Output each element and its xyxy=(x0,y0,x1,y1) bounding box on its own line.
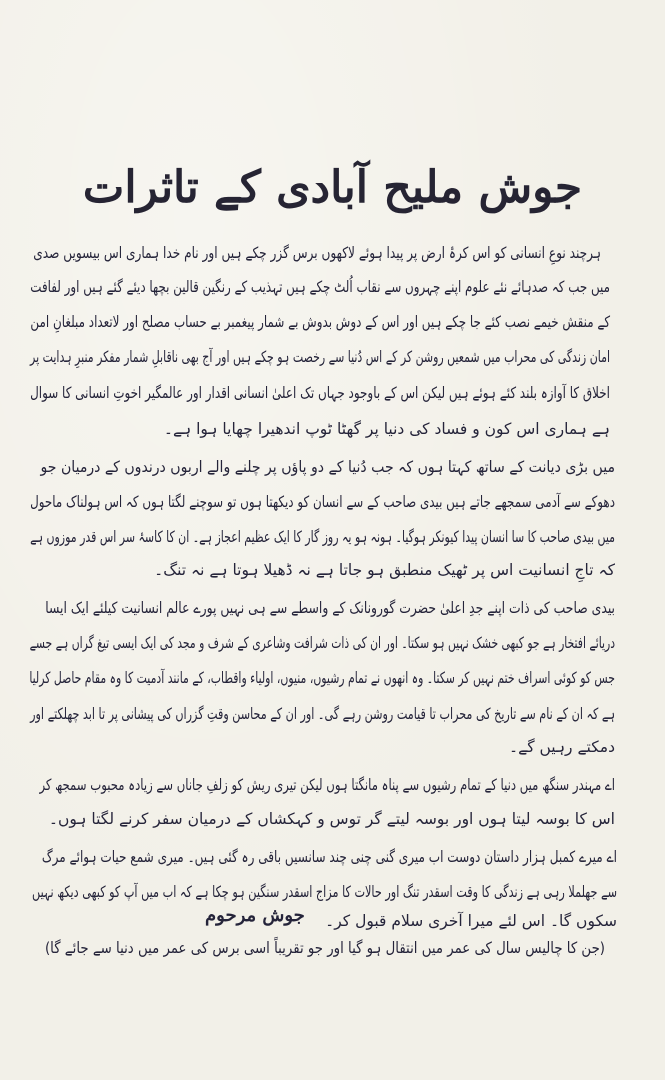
text-line: سکوں گا۔ اس لئے میرا آخری سلام قبول کر۔ xyxy=(325,912,617,930)
text-line: اے میرے کمبل ہزار داستان دوست اب میری گنی چنی چند سانسیں باقی رہ گئی ہیں۔ میری شمع حیات ہوائے مرگ xyxy=(41,848,618,866)
text-line: بیدی صاحب کی ذات اپنے جدِ اعلیٰ حضرت گورونانک کے واسطے سے ہی نہیں پورے عالم انسانیت کیلئے ایک ایسا xyxy=(45,599,616,617)
text-line: دمکتے رہیں گے۔ xyxy=(509,738,615,756)
footnote: (جن کا چالیس سال کی عمر میں انتقال ہو گیا اور جو تقریباً اسی برس کی عمر میں دنیا سے جائے گا) xyxy=(44,939,605,957)
text-line: میں بیدی صاحب کا سا انسان پیدا کیونکر ہوگیا۔ ہونہ ہو یہ روز گار کا ایک عظیم اعجاز ہے۔ ان کا کاسۂ سر اس قدر موزوں ہے xyxy=(30,528,616,546)
text-line: جس کو کوئی اسراف ختم نہیں کر سکتا۔ وہ انھوں نے تمام رشیوں، منیوں، اولیاء واقطاب، کے مانند آدمیت کا وہ مقام حاصل کرلیا xyxy=(29,669,615,687)
text-line: اس کا بوسہ لیتا ہوں اور بوسہ لیتے گر توس و کہکشاں کے درمیان سفر کرنے لگتا ہوں۔ xyxy=(48,810,615,828)
text-line: ہرچند نوعِ انسانی کو اس کرۂ ارض پر پیدا ہوئے لاکھوں برس گزر چکے ہیں اور نام خدا ہماری اس بیسویں صدی xyxy=(33,244,601,262)
signature: جوش مرحوم xyxy=(205,905,305,926)
text-line: ہے کہ ان کے نام سے تاریخ کی محراب تا قیامت روشن رہے گی۔ اور ان کے محاسن وقتِ گزراں کی پیشانی پر تا ابد چھلکتے اور xyxy=(30,705,615,723)
text-line: میں جب کہ صدہائے نئے علوم اپنے چہروں سے نقاب اُلٹ چکے ہیں تہذیب کے رنگین قالین بچھا دیئے گئے ہیں اور لفافت xyxy=(30,278,611,296)
text-line: امان زندگی کی محراب میں شمعیں روشن کر کے اس دُنیا سے رخصت ہو چکے ہیں اور آج بھی ناقابلِ شمار مفکر منبرِ ہدایت پر xyxy=(30,348,611,366)
text-line: اے مہندر سنگھ میں دنیا کے تمام رشیوں سے پناہ مانگتا ہوں لیکن تیری ریش کو زلفِ جاناں سے زیادہ محبوب سمجھ کر xyxy=(39,776,615,794)
text-line: کہ تاجِ انسانیت اس پر ٹھیک منطبق ہو جاتا ہے نہ ڈھیلا ہوتا ہے نہ تنگ۔ xyxy=(154,561,615,579)
page-title: جوش ملیح آبادی کے تاثرات xyxy=(82,162,583,213)
text-line: دریائے افتخار ہے جو کبھی خشک نہیں ہو سکتا۔ اور ان کی ذات شرافت وشاعری کے شرف و مجد کی ایک ایسی تیغ گراں ہے جسے xyxy=(29,634,615,652)
text-line: میں بڑی دیانت کے ساتھ کہتا ہوں کہ جب دُنیا کے دو پاؤں پر چلنے والے اربوں درندوں کے درمیان جو xyxy=(40,458,615,476)
text-line: اخلاق کا آوازہ بلند کئے ہوئے ہیں لیکن اس کے باوجود جہاں تک اعلیٰ انسانی اقدار اور عالمگیر اخوتِ انسانی کا سوال xyxy=(30,384,610,402)
text-line: ہے ہماری اس کون و فساد کی دنیا پر گھٹا ٹوپ اندھیرا چھایا ہوا ہے۔ xyxy=(163,420,610,438)
text-line: سے جھلملا رہی ہے زندگی کا وقت اسقدر تنگ اور حالات کا مزاج اسقدر سنگین ہو چکا ہے کہ اب میں آپ کو کبھی دیکھ نہیں xyxy=(32,883,617,901)
text-line: دھوکے سے آدمی سمجھے جاتے ہیں بیدی صاحب کے سے انسان کو دیکھتا ہوں تو سوچنے لگتا ہوں کہ اس ہولناک ماحول xyxy=(30,493,616,511)
text-line: کے منقش خیمے نصب کئے جا چکے ہیں اور اس کے دوش بدوش بے شمار پیغمبر بے حساب مصلح اور لاتعداد مبلغانِ امن xyxy=(30,313,610,331)
